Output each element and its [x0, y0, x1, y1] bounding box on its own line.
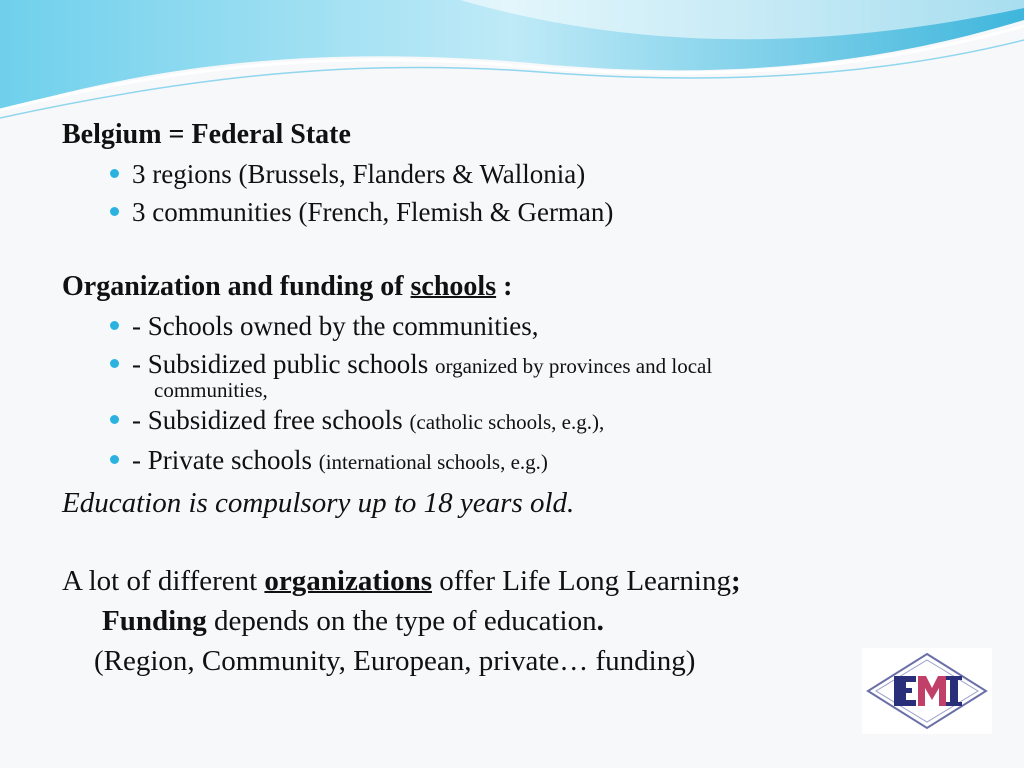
- list-item: [110, 401, 962, 441]
- schools-heading-prefix: Organization and funding of: [62, 271, 411, 302]
- lll-suffix: offer Life Long Learning: [431, 565, 731, 597]
- item-note: (international schools, e.g.): [318, 450, 548, 474]
- funding-keyword: Funding: [102, 605, 207, 637]
- item-main: - Schools owned by the communities,: [132, 311, 539, 341]
- item-note-continued: communities,: [154, 378, 268, 402]
- item-main: - Private schools: [132, 445, 319, 475]
- item-main: - Subsidized public schools: [132, 349, 435, 379]
- schools-heading-suffix: :: [496, 271, 513, 302]
- compulsory-education-note: Education is compulsory up to 18 years old.: [62, 487, 575, 519]
- regions-list: [62, 155, 962, 231]
- header-wave-decoration: [0, 0, 1024, 130]
- item-note: (catholic schools, e.g.),: [409, 410, 605, 434]
- item-note: organized by provinces and local: [434, 354, 713, 378]
- schools-keyword: schools: [410, 271, 497, 302]
- list-item: [110, 441, 962, 481]
- item-main: - Subsidized free schools: [132, 405, 410, 435]
- funding-dot: .: [596, 605, 604, 637]
- schools-heading: [62, 269, 962, 305]
- lll-semicolon: ;: [731, 565, 741, 597]
- funding-statement: [62, 601, 962, 641]
- funding-rest: depends on the type of education: [206, 605, 597, 637]
- list-item: [110, 345, 962, 401]
- list-item: [110, 307, 962, 345]
- slide-content: [62, 117, 962, 681]
- organizations-keyword: organizations: [264, 565, 432, 597]
- list-item: 3 communities (French, Flemish & German): [110, 193, 962, 231]
- lll-prefix: A lot of different: [62, 565, 265, 597]
- list-item: 3 regions (Brussels, Flanders & Wallonia): [110, 155, 962, 193]
- lll-statement: [62, 561, 962, 601]
- emi-logo-icon: [862, 648, 992, 734]
- schools-list: [62, 307, 962, 481]
- funding-sources: (Region, Community, European, private… funding): [94, 645, 696, 677]
- federal-state-heading: Belgium = Federal State: [62, 119, 351, 150]
